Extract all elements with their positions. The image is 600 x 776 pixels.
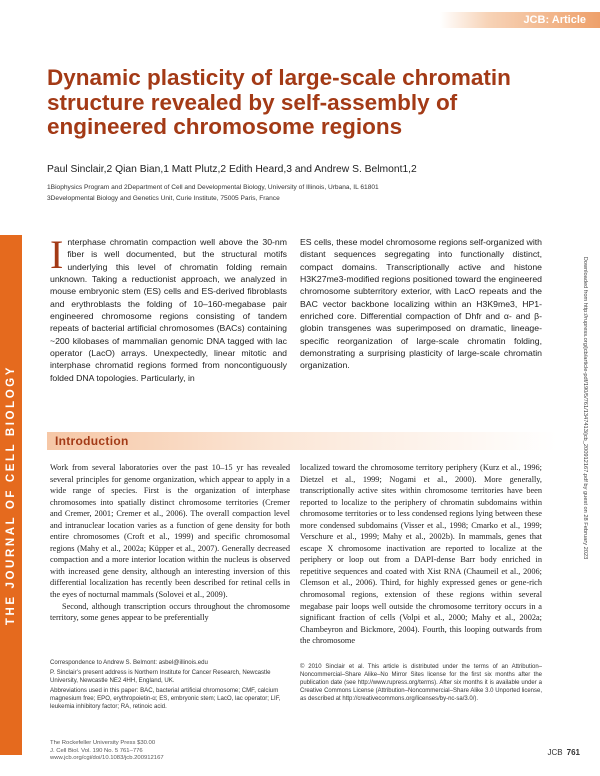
present-address-footnote: P. Sinclair’s present address is Northern Institute for Cancer Research, Newcastle University, Newcastle NE2 4HH, England, UK. (50, 669, 271, 685)
footer-line-2: J. Cell Biol. Vol. 190 No. 5 761–776 (50, 747, 143, 754)
download-notice: Downloaded from http://rupress.org/jcb/article-pdf/190/5/761/1347413/jcb_200912167.pdf by guest on 28 February 2023 (582, 256, 588, 560)
abstract-left-text: nterphase chromatin compaction well above the 30-nm fiber is well documented, but the structural motifs underlying this level of chromatin folding remain unknown. Taking a reductionist approach, we analyzed in mouse embryonic stem (ES) cells and ES-derived fibroblasts and erythroblasts the folding of 10–160-megabase pair engineered chromosome regions consisting of tandem repeats of bacterial artificial chromosomes (BACs) containing ~200 kilobases of mammalian genomic DNA tagged with lac operator (LacO) arrays. Unexpectedly, linear mitotic and interphase chromatid regions formed from noncontiguously folded DNA topologies. Particularly, in (50, 237, 287, 383)
abstract-left-column (50, 232, 287, 384)
affiliation-2: 3Developmental Biology and Genetics Unit, Curie Institute, 75005 Paris, France (47, 195, 280, 202)
publisher-footer (50, 740, 164, 763)
author-list: Paul Sinclair,2 Qian Bian,1 Matt Plutz,2 Edith Heard,3 and Andrew S. Belmont1,2 (47, 164, 417, 175)
abstract-right-text: ES cells, these model chromosome regions self-organized with distant sequences segregating into functionally distinct, compact domains. Transcriptionally active and histone H3K27me3-modified regions positioned toward the engineered chromosome subterritory exterior, with LacO repeats and the BAC vector backbone localizing within an H3K9me3, HP1-enriched core. Differential compaction of Dhfr and α- and β-globin transgenes was superimposed on dramatic, lineage-specific reorganization of large-scale chromatin folding, demonstrating a surprising plasticity of large-scale chromatin organization. (300, 237, 542, 371)
license-notice: © 2010 Sinclair et al. This article is distributed under the terms of an Attribution–Noncommercial–Share Alike–No Mirror Sites license for the first six months after the publication date (see http://www.rupress.org/terms). After six months it is available under a Creative Commons License (Attribution–Noncommercial–Share Alike 3.0 Unported license, as described at http://creativecommons.org/licenses/by-nc-sa/3.0/). (300, 664, 542, 703)
abbreviations-footnote: Abbreviations used in this paper: BAC, bacterial artificial chromosome; CMF, calcium magnesium free; EPO, erythropoietin-α; ES, embryonic stem; LacO, lac operator; LIF, leukemia inhibitory factor; RA, retinoic acid. (50, 687, 281, 711)
correspondence-footnote: Correspondence to Andrew S. Belmont: asbel@illinois.edu (50, 659, 208, 666)
journal-name: THE JOURNAL OF CELL BIOLOGY (5, 364, 17, 626)
intro-paragraph-2: Second, although transcription occurs throughout the chromosome territory, some genes appear to be preferentially (50, 601, 290, 623)
page-number: 761 (566, 748, 580, 757)
footer-line-1: The Rockefeller University Press $30.00 (50, 740, 156, 746)
article-title: Dynamic plasticity of large-scale chromatin structure revealed by self-assembly of engineered chromosome regions (47, 65, 511, 139)
footer-line-3: www.jcb.org/cgi/doi/10.1083/jcb.200912167 (50, 755, 164, 762)
journal-abbrev: JCB (547, 748, 563, 757)
intro-left-column (50, 462, 290, 624)
affiliation-1: 1Biophysics Program and 2Department of Cell and Developmental Biology, University of Illinois, Urbana, IL 61801 (47, 184, 379, 191)
journal-sidebar-label-wrapper (0, 235, 22, 755)
intro-paragraph-3: localized toward the chromosome territory periphery (Kurz et al., 1996; Dietzel et al., 1999; Nogami et al., 2000). More generally, transcriptionally active sites within chromosome territories have been reported to localize to the periphery of chromatin subdomains within chromosome territories or to less condensed regions lying between these more condensed subdomains (Visser et al., 1998; Cmarko et al., 1999; Verschure et al., 1999; Mahy et al., 2002b). In mammals, genes that escape X chromosome inactivation are reported to localize at the periphery or loop out from a DAPI-dense Barr body enriched in repetitive sequences and coated with Xist RNA (Chaumeil et al., 2006; Clemson et al., 2006). Third, for highly expressed genes or gene-rich chromosomal regions, extension of these regions within several megabase pair loops well outside the chromosome territory occurs in a significant fraction of cells (Volpi et al., 2000; Mahy et al., 2002a; Chambeyron and Bickmore, 2004). Fourth, this looping outwards from the chromosome (300, 463, 542, 646)
introduction-heading: Introduction (55, 434, 129, 448)
download-notice-wrapper (575, 228, 595, 588)
drop-cap: I (50, 232, 64, 277)
intro-paragraph-1: Work from several laboratories over the past 10–15 yr has revealed several principles for genome organization, which appear to apply in a wide range of species. First is the organization of interphase chromosomes into spatially distinct chromosome territories (Cremer and Cremer, 2001; Cremer et al., 2006). The overall compaction level and intranuclear location varies as a function of gene density for both entire chromosomes (Croft et al., 1999) and specific chromosomal regions (Mahy et al., 2002a; Küpper et al., 2007). Generally decreased compaction and a more interior location within the nucleus is observed with increased gene density, although an interesting inversion of this differential localization has recently been described for retinal cells in the eyes of nocturnal mammals (Solovei et al., 2009). (50, 463, 290, 600)
page-number-block (548, 748, 580, 757)
abstract-right-column (300, 236, 542, 372)
journal-section-label: JCB: Article (523, 14, 586, 26)
intro-right-column (300, 462, 542, 647)
